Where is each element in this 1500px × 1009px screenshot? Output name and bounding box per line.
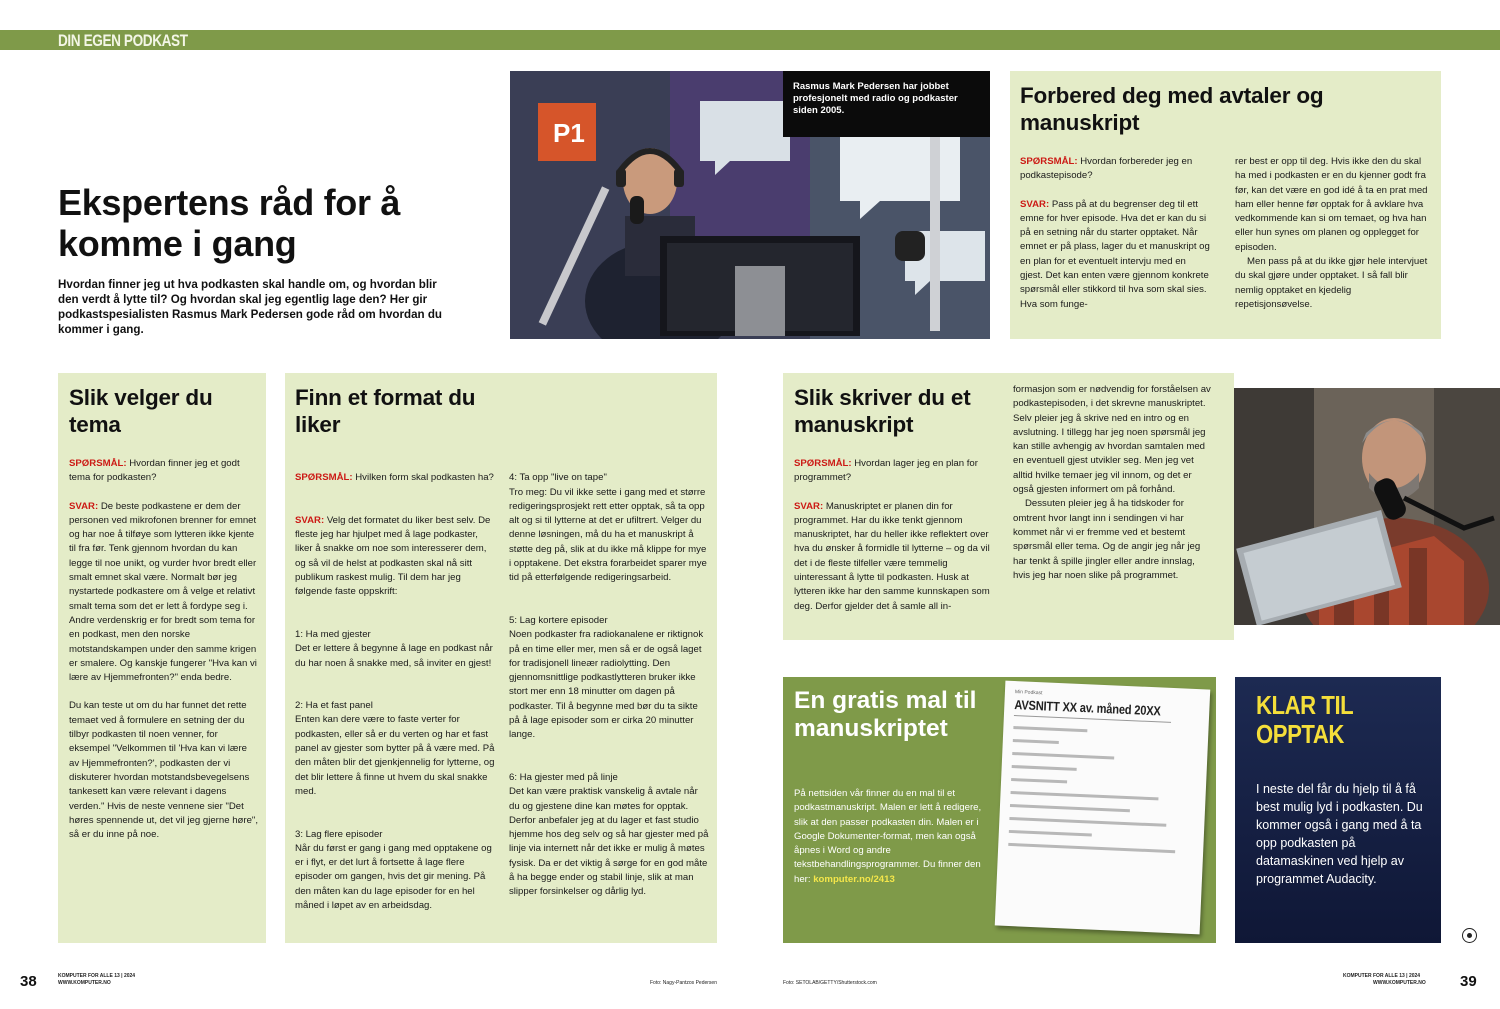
box-format (285, 373, 717, 943)
box-script-col1 (794, 457, 994, 628)
box-format-col1 (295, 457, 495, 942)
page-number-left: 38 (20, 973, 37, 990)
question-label: SPØRSMÅL: (794, 458, 852, 469)
manuscript-template-preview (995, 681, 1210, 935)
box-prepare-col1 (1020, 155, 1210, 326)
box-topic-question: Hvordan finner jeg et godt tema for podkasten? (69, 458, 240, 484)
question-label: SPØRSMÅL: (1020, 156, 1078, 167)
photo-credit-left: Foto: Nagy-Pantzos Pedersen (650, 980, 717, 986)
photo-caption: Rasmus Mark Pedersen har jobbet profesjonelt med radio og podkaster siden 2005. (783, 71, 990, 137)
box-prepare-answer-1: Pass på at du begrenser deg til ett emne for hver episode. Hva det er kan du si på en setning når du starter opptaket. Når emnet er på plass, lager du et manuskript og en plan for et eventuelt intervju med en gjest. Det kan enten være gjennom konkrete spørsmål eller stikkord til hva som skal sies. Hva som funge- (1020, 198, 1210, 310)
answer-label: SVAR: (295, 514, 325, 526)
answer-label: SVAR: (1020, 198, 1050, 210)
box-topic-answer-1: De beste podkastene er dem der personen ved mikrofonen brenner for emnet og har noe å tilføye som lytteren ikke kjente til fra før. Tenk gjennom hvordan du kan legge til noe unikt, og vurder hvor bredt eller smalt emnet skal være. Normalt bør jeg nystartede podkastere om å velge et relativt smalt tema som det er lett å fordype seg i. Andre verdenskrig er for bredt som tema for en podkast, men den norske motstandskampen under den samme krigen er smalere. Og kanskje fungerer "Hva kan vi lære av Hjemmefronten?" enda bedre. (69, 500, 257, 684)
format-item-6: 6: Ha gjester med på linje Det kan være praktisk vanskelig å avtale når du og gjestene dine kan møtes for opptak. Derfor anbefaler jeg at du lager et fast studio hjemme hos deg selv og så har gjester med på linje via internett når det ikke er mulig å møtes fysisk. Da er det viktig å sørge for en god måte å ha begge ender og stabil linje, slik at man slipper forsinkelser og dårlig lyd. (509, 771, 709, 898)
box-format-intro: Velg det formatet du liker best selv. De fleste jeg har hjulpet med å lage podkaster, liker å snakke om noe som interesserer dem, og så vil de helst at podkasten skal nå sitt publikum raskest mulig. Til dem har jeg følgende faste oppskrift: (295, 514, 491, 598)
article-intro: Hvordan finner jeg ut hva podkasten skal handle om, og hvordan blir den verdt å lytte til? Og hvordan skal jeg egentlig lage den? Her gir podkastspesialisten Rasmus Mark Pedersen gode råd om hvordan du kommer i gang. (58, 278, 442, 336)
format-item-3: 3: Lag flere episoder Når du først er gang i gang med opptakene og er i flyt, er det lurt å fortsette å lage flere episoder om gangen, hvis det gir mening. På den måten kan du lage episoder for en hel måned i løpet av en arbeidsdag. (295, 828, 492, 912)
question-label: SPØRSMÅL: (69, 458, 127, 469)
box-prepare-col2 (1235, 155, 1430, 326)
box-script-answer-2: formasjon som er nødvendig for forståelsen av podkastepisoden, i det skrevne manuskriptet. Selv pleier jeg å skrive ned en intro og en avslutning. I tillegg har jeg noen spørsmål jeg kan stille avhengig av hvordan samtalen med en eventuell gjest utvikler seg. Men jeg vet alltid hvilke temaer jeg vil innom, og det er også gjesten informert om på forhånd. (1013, 384, 1211, 496)
doc-podcast-name: Min Podkast (1014, 689, 1043, 697)
box-prepare-question: Hvordan forbereder jeg en podkastepisode? (1020, 156, 1193, 182)
box-template-body (794, 787, 989, 901)
footer-site-left: WWW.KOMPUTER.NO (58, 980, 111, 986)
box-format-col2 (509, 457, 709, 928)
box-topic-body (69, 457, 259, 856)
box-format-title: Finn et format du liker (295, 385, 476, 437)
box-format-question: Hvilken form skal podkasten ha? (355, 472, 494, 484)
box-next-body: I neste del får du hjelp til å få best mulig lyd i podkasten. Du kommer også i gang med å ta opp podkasten på datamaskinen ved hjelp av programmet Audacity. (1256, 782, 1423, 886)
box-script-col2 (1013, 383, 1213, 597)
photo-credit-right: Foto: SETOLAB/GETTY/Shutterstock.com (783, 980, 877, 986)
format-item-4: 4: Ta opp "live on tape" Tro meg: Du vil ikke sette i gang med et større redigeringsprosjekt rett etter opptak, så ta opp alt og si til lytterne at det er ufiltrert. Velger du denne løsningen, må du ha et manuskript å støtte deg på, slik at du ikke må klippe for mye i opptakene. Det ekstra forarbeidet sparer mye tid på etterfølgende redigeringsarbeid. (509, 472, 707, 584)
format-item-1: 1: Ha med gjester Det er lettere å begynne å lage en podkast når du har noen å snakke med, så inviter en gjest! (295, 628, 493, 669)
box-script-title: Slik skriver du et manuskript (794, 385, 971, 437)
end-of-article-icon (1462, 928, 1477, 943)
box-topic-title: Slik velger du tema (69, 385, 213, 437)
box-prepare-title: Forbered deg med avtaler og manuskript (1020, 83, 1324, 135)
question-label: SPØRSMÅL: (295, 472, 353, 484)
page-number-right: 39 (1460, 973, 1477, 990)
box-script-answer-3: Dessuten pleier jeg å ha tidskoder for omtrent hvor langt inn i sendingen vi har kommet når vi er fremme ved et bestemt spørsmål eller tema. Og de angir jeg når jeg har tenkt å spille jingler eller andre innslag, hvis jeg har noen slike på programmet. (1013, 498, 1201, 581)
box-prepare (1010, 71, 1441, 339)
format-item-2: 2: Ha et fast panel Enten kan dere være to faste verter for podkasten, eller så er du verten og har et fast panel av gjester som bytter på å være med. På den måten blir det gjenkjennelig for lytterne, og det blir lettere å finne ut hvem du skal snakke med. (295, 700, 495, 797)
box-topic-answer-2: Du kan teste ut om du har funnet det rette temaet ved å formulere en setning der du tilbyr podkasten til noen venner, for eksempel "Velkommen til 'Hva kan vi lære av Hjemmefronten?', podkasten der vi diskuterer hvordan motstandsbevegelsens tankesett kan være relevant i dagens verden." Hvis de neste vennene sier "Det høres spennende ut, det vil jeg gjerne høre", så er du inne på noe. (69, 700, 258, 841)
box-next-title: KLAR TIL OPPTAK (1256, 690, 1353, 749)
answer-label: SVAR: (794, 500, 824, 512)
article-title: Ekspertens råd for å komme i gang (58, 182, 401, 264)
box-script-question: Hvordan lager jeg en plan for programmet? (794, 458, 978, 484)
answer-label: SVAR: (69, 500, 99, 512)
box-script-answer-1: Manuskriptet er planen din for programmet. Har du ikke tenkt gjennom manuskriptet, har du heller ikke reflektert over hva du ønsker å formidle til lytterne – og da vil det i de fleste tilfeller være temmelig uinteressant å lytte til podkasten. Husk at lytteren ikke har den samme kunnskapen som deg. Derfor gjelder det å samle all in- (794, 500, 990, 612)
box-prepare-answer-3: Men pass på at du ikke gjør hele intervjuet du skal gjøre under opptaket. I så fall blir nemlig opptaket en kjedelig repetisjonsøvelse. (1235, 256, 1428, 310)
section-label: DIN EGEN PODKAST (58, 31, 188, 50)
box-template-title: En gratis mal til manuskriptet (794, 687, 977, 742)
footer-site-right: WWW.KOMPUTER.NO (1373, 980, 1426, 986)
box-script (783, 373, 1234, 640)
box-topic (58, 373, 266, 943)
template-link[interactable]: komputer.no/2413 (813, 873, 895, 885)
box-template-text: På nettsiden vår finner du en mal til et podkastmanuskript. Malen er lett å redigere, slik at den passer podkasten din. Malen er i Google Dokumenter-format, men kan også åpnes i Word og andre tekstbehandlingsprogrammer. Du finner den her: (794, 788, 982, 885)
footer-magazine-left: KOMPUTER FOR ALLE 13 | 2024 (58, 973, 136, 979)
podcaster-photo (1234, 388, 1500, 625)
doc-title: AVSNITT XX av. måned 20XX (1014, 697, 1172, 723)
podcaster-illustration (1234, 388, 1500, 625)
box-prepare-answer-2: rer best er opp til deg. Hvis ikke den du skal ha med i podkasten er en du kjenner godt fra før, kan det være en god idé å ta en prat med ham eller henne før opptak for å avklare hva vedkommende kan si om temaet, og hva han eller hun synes om planen og opplegget for episoden. (1235, 156, 1428, 253)
section-bar (0, 30, 1500, 50)
studio-sign-text: P1 (553, 118, 585, 148)
box-next-issue (1235, 677, 1441, 943)
footer-magazine-right: KOMPUTER FOR ALLE 13 | 2024 (1343, 973, 1421, 979)
format-item-5: 5: Lag kortere episoder Noen podkaster fra radiokanalene er riktignok på en time eller mer, men så er de også laget for tradisjonell lineær radiolytting. Den gjennomsnittlige podkastlytteren bruker ikke stort mer enn 18 minutter om dagen på podkaster. Til å begynne med bør du ta sikte på å lage episoder som er cirka 20 minutter lange. (509, 614, 704, 741)
